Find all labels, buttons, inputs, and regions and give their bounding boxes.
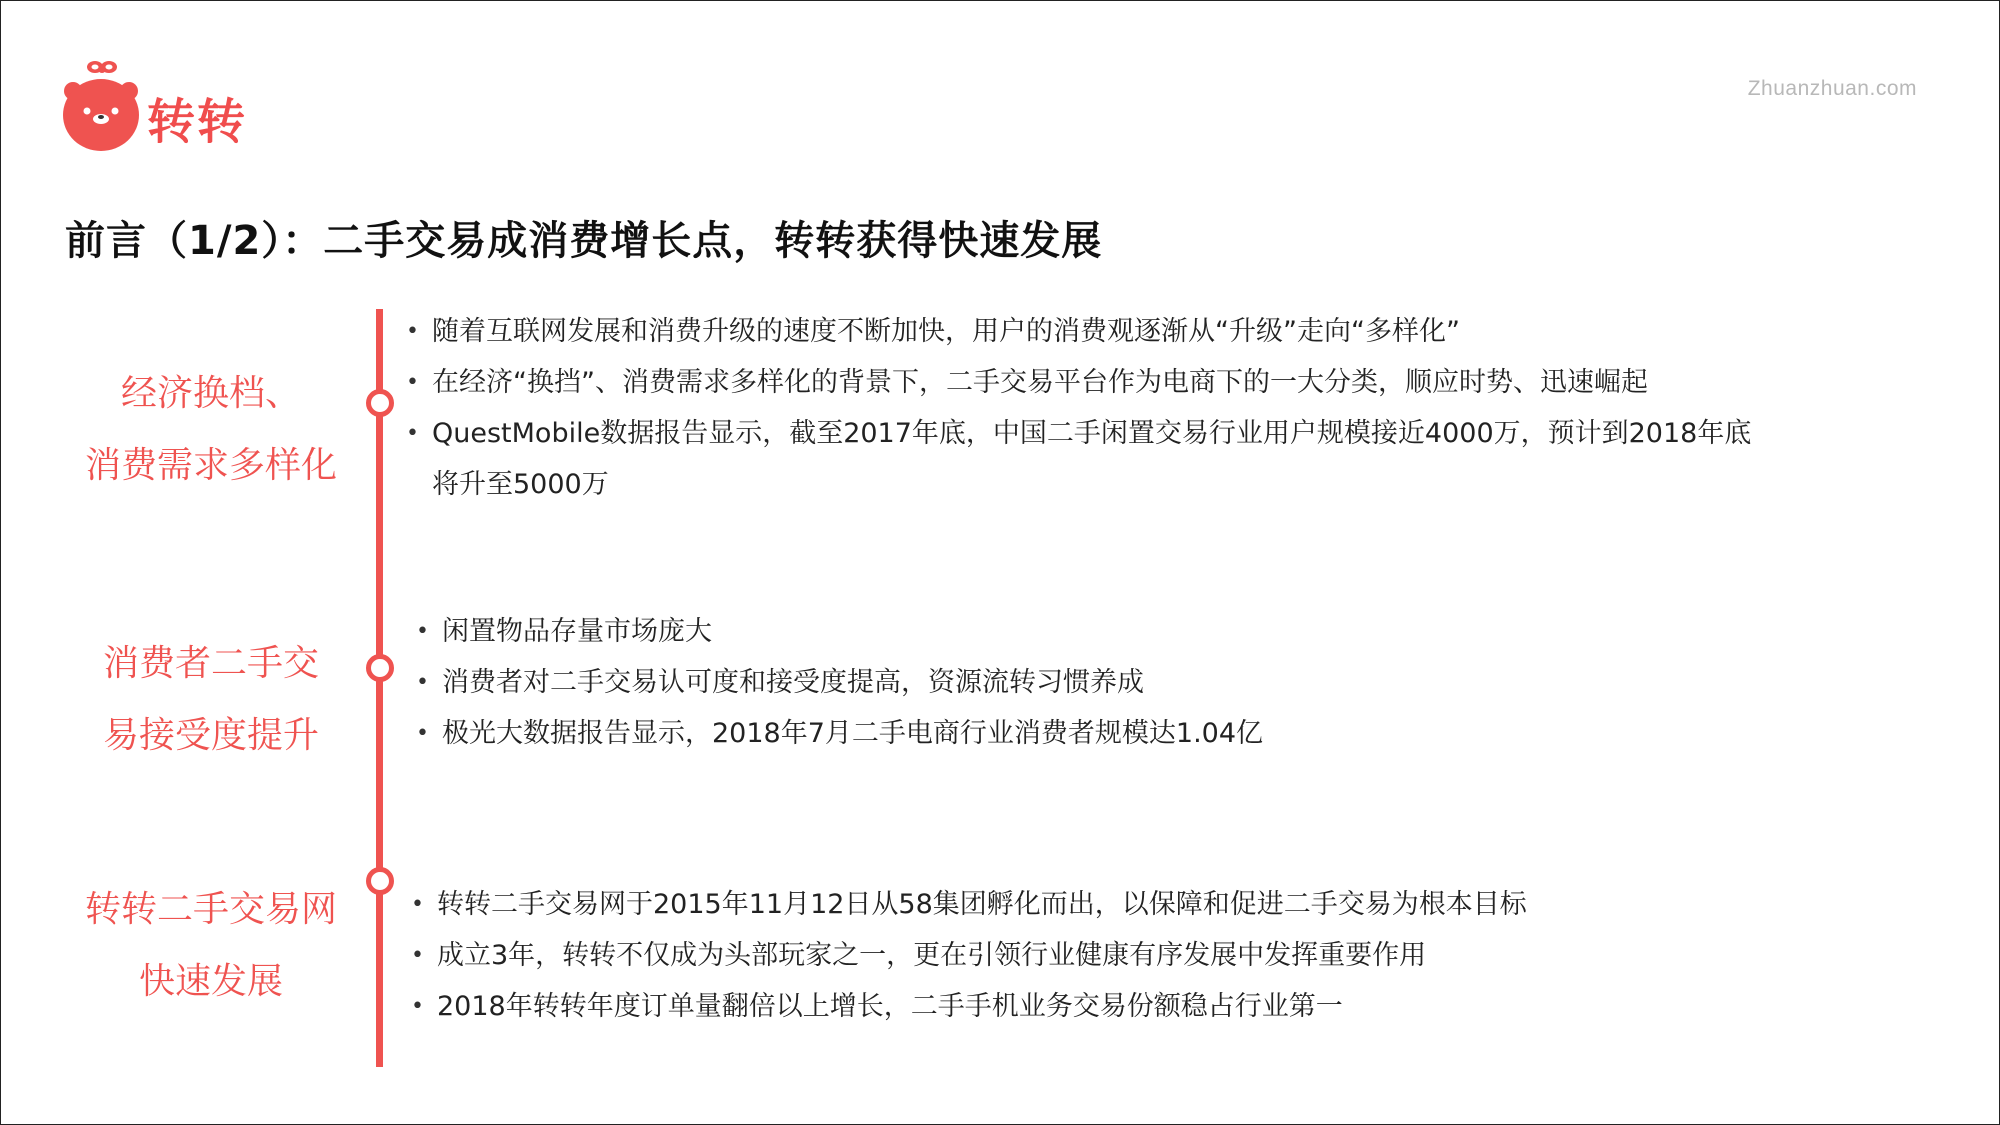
section-label-line: 消费需求多样化 [84,445,337,486]
section-label-line: 快速发展 [138,961,283,1002]
section-label-3 [61,874,361,1018]
page-title: 前言（1/2）：二手交易成消费增长点，转转获得快速发展 [65,218,1103,264]
list-item-text: • 2018年转转年度订单量翻倍以上增长，二手手机业务交易份额稳占行业第一 [437,991,1343,1022]
list-item [411,879,1527,930]
list-item [416,657,1263,708]
list-item [406,306,1751,357]
section-label-line: 经济换档、 [120,373,301,414]
bullet-list-3 [411,879,1527,1032]
list-item-text: • 极光大数据报告显示，2018年7月二手电商行业消费者规模达1.04亿 [442,718,1264,749]
timeline-line [376,309,383,1067]
brand-name: 转转 [147,94,248,150]
list-item-text: • 消费者对二手交易认可度和接受度提高，资源流转习惯养成 [442,667,1144,698]
list-item [406,408,1751,510]
timeline-node-1 [366,389,394,417]
list-item-text: • 闲置物品存量市场庞大 [442,616,712,647]
bullet-list-2 [416,606,1263,759]
list-item-text: • 成立3年，转转不仅成为头部玩家之一，更在引领行业健康有序发展中发挥重要作用 [437,940,1427,971]
bear-mascot-icon [63,57,143,157]
list-item-text: • 随着互联网发展和消费升级的速度不断加快，用户的消费观逐渐从“升级”走向“多样化” [432,316,1460,347]
list-item-text: • 转转二手交易网于2015年11月12日从58集团孵化而出，以保障和促进二手交易为根本目标 [437,889,1527,920]
list-item-text: 将升至5000万 [432,469,609,500]
section-label-line: 转转二手交易网 [84,889,337,930]
section-label-line: 消费者二手交 [102,643,319,684]
section-label-2 [61,628,361,772]
section-label-1 [61,358,361,502]
section-label-line: 易接受度提升 [102,715,319,756]
list-item [406,357,1751,408]
list-item [411,981,1527,1032]
brand-logo [63,57,283,157]
list-item-text: • 在经济“换挡”、消费需求多样化的背景下，二手交易平台作为电商下的一大分类，顺应时势、迅速崛起 [432,367,1648,398]
timeline-node-2 [366,654,394,682]
list-item [416,708,1263,759]
list-item-text: • QuestMobile数据报告显示，截至2017年底，中国二手闲置交易行业用户规模接近4000万，预计到2018年底 [432,418,1752,449]
bullet-list-1 [406,306,1751,510]
list-item [411,930,1527,981]
site-url: Zhuanzhuan.com [1747,77,1917,100]
list-item [416,606,1263,657]
timeline-node-3 [366,867,394,895]
